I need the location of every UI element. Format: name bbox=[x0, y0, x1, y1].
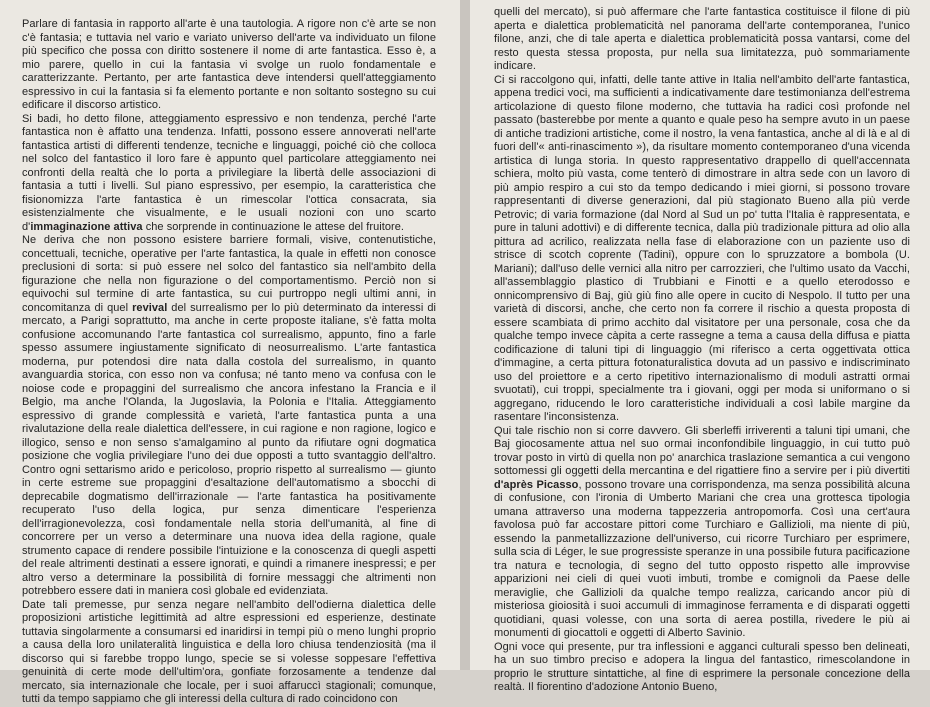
right-text-column bbox=[494, 6, 910, 695]
page-gutter bbox=[460, 0, 470, 670]
emphasized-phrase: d'après Picasso bbox=[494, 478, 579, 491]
paragraph-text: del surrealismo per lo più determinato da interessi di mercato, a Parigi soprattutto, ma anche in certe proposte italiane, s'è fatta molta confusione accomunando l'arte fantastica col surrealismo, appunto, fino a farle spesso assumere ingiustamente significato di neosurrealismo. L'arte fantastica moderna, pur potendosi dire nata dalla costola del surrealismo, in quanto avanguardia storica, con esso non va confusa; né tanto meno va confusa con le noiose code e propaggini del surrealismo che ancora infestano la Francia e il Belgio, ma anche l'Olanda, la Jugoslavia, la Polonia e l'Italia. Atteggiamento espressivo di grande complessità e varietà, l'arte fantastica punta a una rivalutazione della reale dialettica dell'essere, in cui ragione e non ragione, logico e illogico, senso e non senso s'amalgamino al punto da rifiutare ogni dogmatica posizione che voglia privilegiare l'uno dei due opposti a tutto svantaggio dell'altro. Contro ogni settarismo arido e pericoloso, proprio rispetto al surrealismo — giunto in certe estreme sue propaggini d'esaltazione dell'automatismo a sbocchi di deprecabile dogmatismo dell'irrazionale — l'arte fantastica ha positivamente recuperato l'uso della logica, pur senza dimenticare l'esperienza dell'irragionevolezza, così fondamentale nella storia dell'umanità, al fine di concorrere per un verso a determinare una nuova idea della ragione, quale strumento capace di rendere possibile l'intuizione e la conoscenza di quegli aspetti del reale altrimenti destinati a essere ignorati, e quindi a rimanere inespressi; e per altro verso a determinare la possibilità di fornire messaggi che altrimenti non potrebbero essere dati in maniera così globale ed evidenziata. bbox=[22, 301, 436, 597]
paragraph-text: , possono trovare una corrispondenza, ma senza possibilità alcuna di confusione, con l'ironia di Umberto Mariani che crea una grottesca tipologia umana attraverso una moderna tappezzeria antropomorfa. Così una cert'aura favolosa può far accostare pittori come Turchiaro e Gallizioli, ma niente di più, essendo la panmetallizzazione dell'universo, cui ricorre Turchiaro per esprimere, sulla scia di Léger, le sue progressiste speranze in una possibile futura pacificazione tra natura e tecnologia, di segno del tutto opposto rispetto alle improvvise apparizioni nei cieli di quei vuoti imbuti, trombe e comignoli da Paese delle meraviglie, che Gallizioli da qualche tempo realizza, caricando ancor più di misteriosa gioiosità i suoi accumuli di immaginose ferramenta e di disparati oggetti quotidiani, quasi volesse, con una sorta di aerea postilla, rivedere le più ai monumenti di giocattoli e oggetti di Alberto Savinio. bbox=[494, 478, 910, 639]
paragraph-text: che sorprende in continuazione le attese del fruitore. bbox=[142, 220, 405, 233]
body-paragraph bbox=[22, 113, 436, 235]
paragraph-text: Si badi, ho detto filone, atteggiamento espressivo e non tendenza, perché l'arte fantastica non è affatto una tendenza. Infatti, possono essere annoverati nell'arte fantastica artisti di differenti tendenze, tecniche e linguaggi, poiché ciò che colloca nel solco del fantastico il loro fare è appunto quel particolare atteggiamento nei confronti della realtà che lo porta a privilegiare la libertà delle associazioni di fantasia a tutti i livelli. Sul piano espressivo, per esempio, la caratteristica che fisionomizza l'arte fantastica è un rimescolar l'ottica consacrata, sia esistenzialmente che visualmente, e le usuali nozioni con uno scarto d' bbox=[22, 112, 436, 233]
body-paragraph bbox=[22, 599, 436, 707]
body-paragraph bbox=[494, 641, 910, 695]
body-paragraph bbox=[494, 425, 910, 641]
body-paragraph bbox=[494, 6, 910, 74]
left-text-column bbox=[22, 18, 436, 707]
emphasized-phrase: revival bbox=[132, 301, 168, 314]
paragraph-text: quelli del mercato), si può affermare che l'arte fantastica costituisce il filone di più aperta e dialettica problematicità nel panorama dell'arte contemporanea, l'unico filone, anzi, che di tale aperta e dialettica problematicità possa vantarsi, come del resto questa stessa proposta, pur nella sua limitatezza, può sommariamente indicare. bbox=[494, 6, 910, 72]
paragraph-text: Date tali premesse, pur senza negare nell'ambito dell'odierna dialettica delle proposizioni artistiche legittimità ad altre espressioni ed esperienze, destinate tuttavia singolarmente a consumarsi ed inaridirsi in tempi più o meno lunghi proprio a causa della loro unilateralità linguistica e della loro chiusa tendenziosità (ma il discorso qui si farebbe troppo lungo, specie se si volesse soppesare l'effettiva genuinità di certe mode dell'ultim'ora, gonfiate forzosamente a tendenze dal mercato, sia internazionale che locale, per i suoi affaruccì stagionali; comunque, tutti da tempo sappiamo che gli interessi della cultura di rado coincidono con bbox=[22, 598, 436, 705]
paragraph-text: Qui tale rischio non si corre davvero. Gli sberleffi irriverenti a taluni tipi umani, che Baj giocosamente attua nel suo ormai inconfondibile linguaggio, in cui tutto può trovar posto in virtù di quella non po' anarchica traslazione semantica a cui vengono sottomessi gli oggetti della mercantina e del rigattiere fino a servire per i più divertiti bbox=[494, 424, 910, 477]
body-paragraph bbox=[494, 74, 910, 425]
left-page bbox=[0, 0, 460, 705]
paragraph-text: Ne deriva che non possono esistere barriere formali, visive, contenutistiche, concettuali, tecniche, operative per l'arte fantastica, la quale in effetti non conosce preclusioni di sorta: si può essere nel solco del fantastico sia nell'ambito della figurazione che nella non figurazione o del comportamentismo. Perciò non si equivochi sul termine di arte fantastica, su cui purtroppo negli ultimi anni, in concomitanza di quel bbox=[22, 234, 436, 314]
right-page bbox=[470, 0, 930, 693]
body-paragraph bbox=[22, 18, 436, 113]
paragraph-text: Ogni voce qui presente, pur tra inflessioni e agganci culturali spesso ben delineati, ha un suo timbro preciso e adopera la lingua del fantastico, rimescolandone in proprio le strutture sintattiche, al fine di esprimere la personale concezione della realtà. Il fiorentino d'adozione Antonio Bueno, bbox=[494, 640, 910, 693]
paragraph-text: Ci si raccolgono qui, infatti, delle tante attive in Italia nell'ambito dell'arte fantastica, appena tredici voci, ma sufficienti a indicativamente dare testimonianza dell'estrema articolazione di questo filone moderno, che tuttavia ha radici così profonde nel passato (basterebbe por mente a quanto e quale peso ha sempre avuto in un paese di antiche tradizioni artistiche, come il nostro, la vena fantastica, anche al di là e al di fuori dell'« anti-rinascimento »), da risultare momento contemporaneo d'una vicenda artistica di lunga storia. In questo rappresentativo drappello di quell'accennata schiera, molto più vasta, come tenterò di dimostrare in altra sede con un lavoro di più ampio respiro a cui sto da tempo dedicando i miei giorni, si possono trovare rappresentanti di diverse generazioni, dal più stagionato Bueno alla più verde Petrovic; di varia formazione (dal Nord al Sud un po' tutta l'Italia è rappresentata, e pure in taluni adottivi) e di differente tecnica, dalla più tradizionale pittura ad olio alla pittura ad acrilico, realizzata nella fase di elaborazione con un paziente uso di strisce di scotch coprente (Tadini), oppure con lo spruzzatore a bombola (U. Mariani); dall'uso delle vernici alla nitro per carrozzieri, che l'ultimo usato da Vacchi, all'assemblaggio plastico di Trubbiani e Finotti e a quello eterodosso e onnicomprensivo di Baj, giù giù fino alle opere in cucito di Nespolo. Il tutto per una varietà di discorsi, anche, che certo non fa correre il rischio a questa proposta di essere scambiata di primo acchito dal visitatore per una personale, cosa che da qualche tempo invece càpita a certe rassegne a tema a causa della diffusa e piatta codificazione di taluni tipi di linguaggio (mi riferisco a certa oggettivata ottica d'immagine, a certa pittura fotonaturalistica dovuta ad un passivo e indiscriminato uso del proiettore e a certo ripetitivo internazionalismo di moduli astratti ormai svuotati), cui troppi, specialmente tra i giovani, oggi per moda si uniformano o si aggregano, riducendo le loro caratteristiche individuali a così labile margine da rasentare l'inconsistenza. bbox=[494, 73, 910, 423]
emphasized-phrase: immaginazione attiva bbox=[30, 220, 143, 233]
paragraph-text: Parlare di fantasia in rapporto all'arte è una tautologia. A rigore non c'è arte se non c'è fantasia; e tuttavia nel vario e variato universo dell'arte va individuato un filone più specifico che possa con diritto sostenere il nome di arte fantastica. Esso è, a mio parere, quello in cui la fantasia vi svolge un ruolo fondamentale e caratterizzante. Pertanto, per arte fantastica deve intendersi quell'atteggiamento espressivo in cui la fantasia si fa elemento portante e non soltanto sostegno su cui edificare il discorso artistico. bbox=[22, 18, 436, 111]
body-paragraph bbox=[22, 234, 436, 599]
